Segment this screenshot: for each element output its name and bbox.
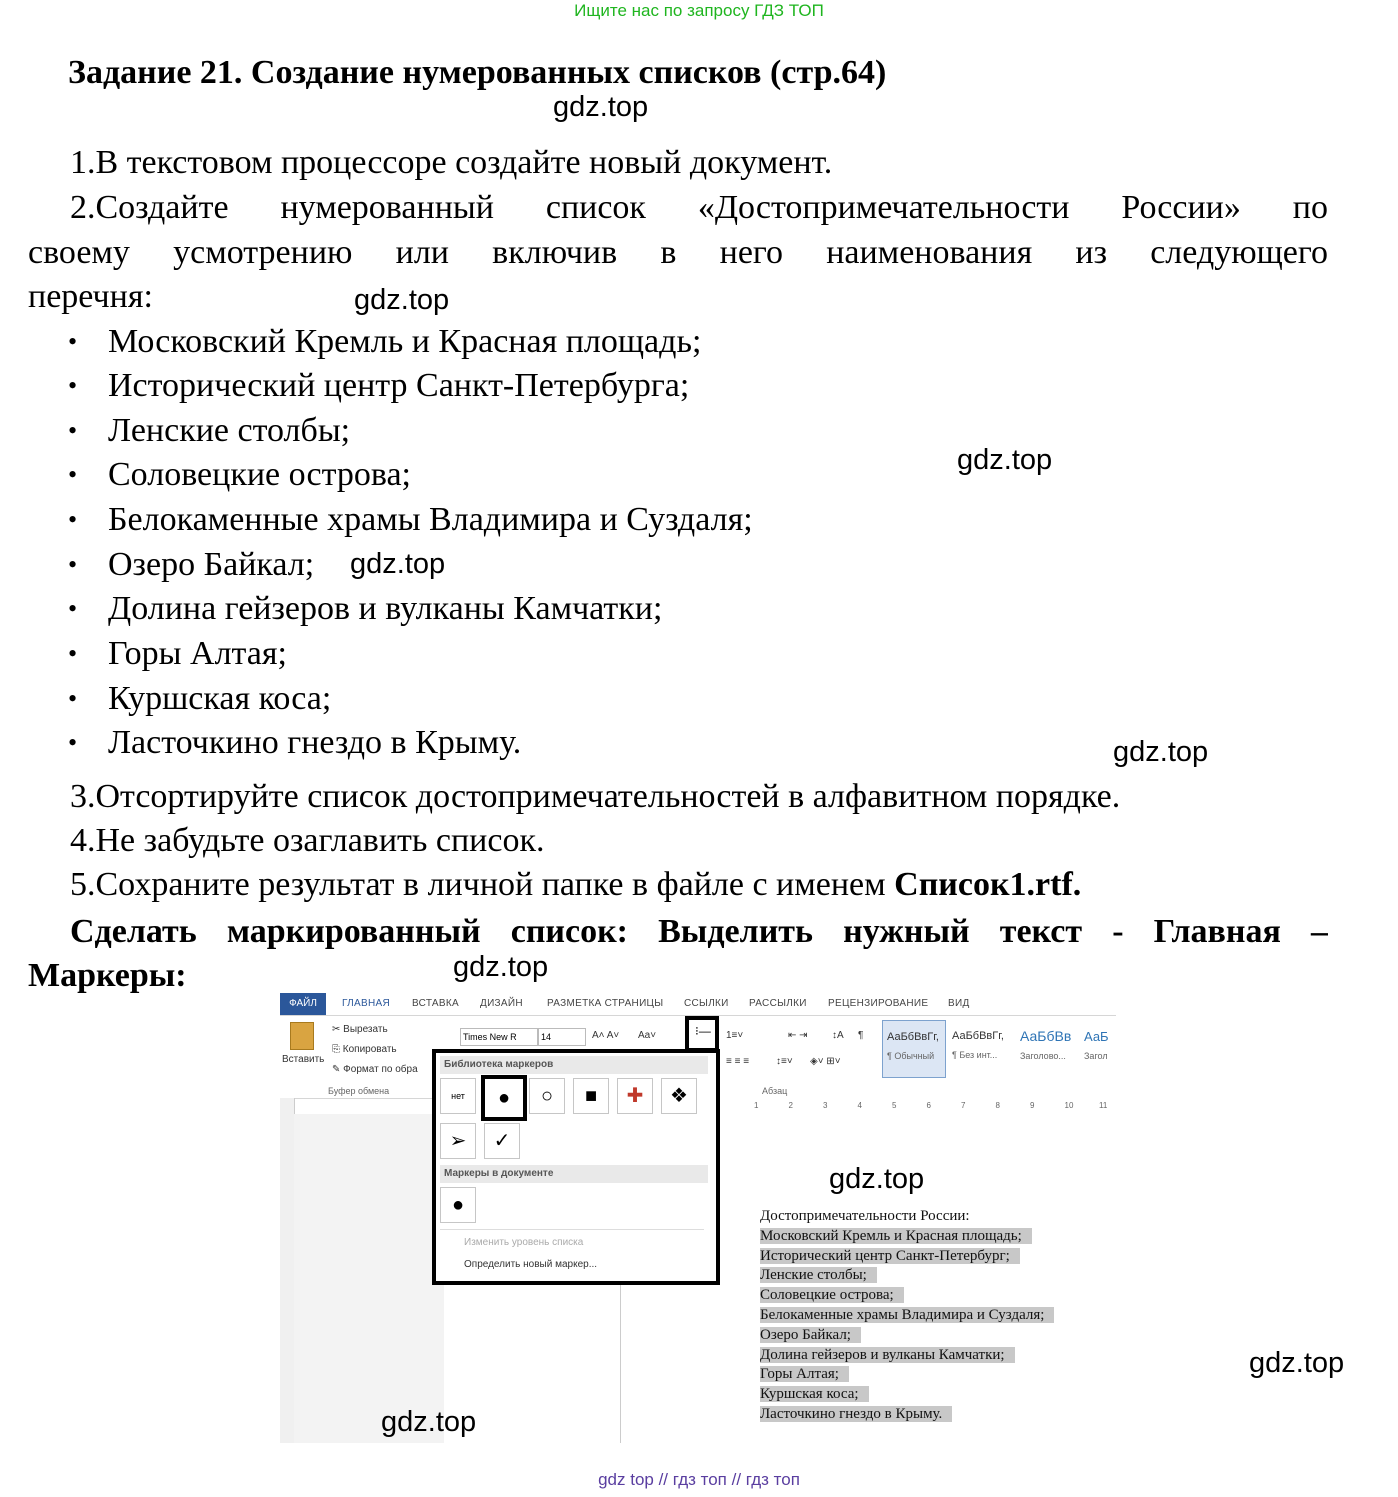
ruler-number: 8 [995,1101,1000,1110]
document-line [760,1405,1054,1425]
list-item-text: Белокаменные храмы Владимира и Суздаля; [108,501,753,538]
paragraph-group-label: Абзац [762,1086,788,1096]
instruction-line-1: Сделать маркированный список: Выделить нужный текст - Главная – [70,913,1328,950]
watermark: gdz.top [553,91,649,123]
watermark: gdz.top [1113,736,1209,768]
bullets-button[interactable] [685,1016,719,1052]
step-2-line-2: своему усмотрению или включив в него наименования из следующего [28,234,1328,271]
bullet-marker: • [68,639,78,668]
document-line [760,1365,1054,1385]
tab-home[interactable]: ГЛАВНАЯ [342,998,390,1009]
copy-label: Копировать [342,1044,397,1055]
bullet-marker: • [68,594,78,623]
style-sample: АаБбВвГг, [887,1031,939,1043]
style-name: Заголово... [1020,1051,1066,1061]
sort-icon[interactable]: ↕A [832,1030,844,1041]
paste-button[interactable]: Вставить [282,1054,325,1065]
bullet-none[interactable]: нет [440,1078,476,1114]
list-item-text: Ласточкино гнездо в Крыму. [108,724,522,761]
brush-icon: ✎ [332,1064,341,1075]
style-heading-1[interactable] [1016,1020,1078,1076]
list-item-text: Горы Алтая; [108,635,287,672]
word-screenshot [280,993,1116,1443]
bullet-cross-color[interactable]: ✚ [617,1078,653,1114]
ruler-number: 7 [961,1101,966,1110]
clipboard-group-label: Буфер обмена [328,1086,390,1096]
bullet-marker: • [68,505,78,534]
font-name-select[interactable]: Times New R [460,1028,538,1046]
tab-layout[interactable]: РАЗМЕТКА СТРАНИЦЫ [547,998,664,1009]
vertical-ruler[interactable] [280,1098,295,1443]
tab-view[interactable]: ВИД [948,998,970,1009]
style-name: ¶ Обычный [887,1051,935,1061]
scissors-icon: ✂ [332,1024,341,1035]
ribbon-tabs [280,993,1116,1016]
step-1: 1.В текстовом процессоре создайте новый документ. [70,144,833,181]
step-3: 3.Отсортируйте список достопримечательностей в алфавитном порядке. [70,778,1121,815]
document-line-text: Ласточкино гнездо в Крыму. [760,1406,952,1422]
tab-file[interactable]: ФАЙЛ [280,993,326,1015]
bullet-filled-circle[interactable]: ● [481,1075,527,1121]
step-2-line-1: 2.Создайте нумерованный список «Достопримечательности России» по [70,189,1328,226]
bullet-marker: • [68,460,78,489]
tab-review[interactable]: РЕЦЕНЗИРОВАНИЕ [828,998,929,1009]
document-bullet-circle[interactable]: ● [440,1187,476,1223]
ruler-number: 3 [823,1101,828,1110]
ruler-number: 5 [892,1101,897,1110]
format-painter-button[interactable] [332,1064,418,1075]
style-no-spacing[interactable] [948,1020,1010,1076]
list-item-text: Долина гейзеров и вулканы Камчатки; [108,590,663,627]
list-item [68,587,662,631]
bullet-checkmark[interactable]: ✓ [484,1123,520,1159]
ruler-number: 1 [754,1101,759,1110]
document-line-text: Ленские столбы; [760,1267,877,1283]
bullet-arrow[interactable]: ➢ [440,1123,476,1159]
grow-font-icon[interactable]: A˄ A˅ [592,1030,620,1041]
watermark: gdz.top [350,548,446,580]
ruler-number: 6 [926,1101,931,1110]
document-page-shadow [294,1114,444,1443]
bullet-marker: • [68,728,78,757]
bullet-marker: • [68,371,78,400]
document-line [760,1227,1054,1247]
ruler-number: 2 [788,1101,793,1110]
copy-icon: ⎘ [332,1044,340,1055]
document-line-text: Озеро Байкал; [760,1327,861,1343]
bullet-marker: • [68,550,78,579]
ruler-number: 4 [857,1101,862,1110]
list-item-text: Исторический центр Санкт-Петербурга; [108,367,690,404]
list-item [68,453,411,497]
ruler-number: 10 [1064,1101,1074,1110]
watermark: gdz.top [381,1406,477,1438]
step-5-filename: Список1.rtf. [894,866,1082,903]
document-line [760,1346,1054,1366]
document-line-text: Долина гейзеров и вулканы Камчатки; [760,1347,1015,1363]
tab-design[interactable]: ДИЗАЙН [480,998,523,1009]
watermark: gdz.top [957,444,1053,476]
style-sample: АаБ [1084,1029,1109,1044]
list-item [68,498,753,542]
change-case-icon[interactable]: Aa˅ [638,1030,657,1041]
define-new-bullet[interactable]: Определить новый маркер... [464,1259,598,1270]
paste-icon[interactable] [290,1022,314,1050]
font-size-select[interactable]: 14 [538,1028,586,1046]
instruction-line-2: Маркеры: [28,957,187,994]
list-item [68,632,287,676]
list-item-text: Куршская коса; [108,680,332,717]
document-line [760,1286,1054,1306]
page-title: Задание 21. Создание нумерованных списков (стр.64) [68,54,887,91]
list-item [68,543,314,587]
list-item-text: Ленские столбы; [108,412,351,449]
bullet-marker: • [68,684,78,713]
tab-insert[interactable]: ВСТАВКА [412,998,459,1009]
bullet-marker: • [68,327,78,356]
list-item [68,677,331,721]
bullet-library-dropdown [432,1049,720,1285]
document-line [760,1306,1054,1326]
document-line-text: Исторический центр Санкт-Петербург; [760,1248,1020,1264]
document-bullets-title: Маркеры в документе [440,1165,708,1183]
list-item [68,320,701,364]
shading-icon[interactable]: ◈˅ ⊞˅ [810,1056,841,1067]
watermark: gdz.top [354,284,450,316]
style-normal[interactable] [882,1020,946,1078]
bullet-marker: • [68,416,78,445]
list-item-text: Озеро Байкал; [108,546,315,583]
style-sample: АаБбВвГг, [952,1030,1004,1042]
document-line [760,1266,1054,1286]
ruler-number: 9 [1030,1101,1035,1110]
document-line-text: Московский Кремль и Красная площадь; [760,1228,1032,1244]
tab-references[interactable]: ССЫЛКИ [684,998,729,1009]
step-2-line-3: перечня: [28,278,153,315]
line-spacing-icon[interactable]: ↕≡˅ [776,1056,793,1067]
list-item-text: Соловецкие острова; [108,456,411,493]
bullet-hollow-circle[interactable]: ○ [529,1078,565,1114]
document-line-text: Горы Алтая; [760,1366,849,1382]
watermark: gdz.top [1249,1347,1345,1379]
step-5 [70,863,1081,907]
numbering-icon[interactable]: 1≡˅ [726,1030,744,1041]
copy-button[interactable] [332,1044,397,1055]
pilcrow-icon[interactable]: ¶ [858,1030,864,1041]
document-line [760,1247,1054,1267]
style-sample: АаБбВв [1020,1028,1072,1044]
document-text[interactable] [760,1207,1054,1425]
document-line [760,1326,1054,1346]
cut-button[interactable] [332,1024,388,1035]
document-line-text: Белокаменные храмы Владимира и Суздаля; [760,1307,1054,1323]
document-line-text: Достопримечательности России: [760,1208,970,1224]
list-item-text: Московский Кремль и Красная площадь; [108,323,702,360]
divider [440,1229,704,1230]
bullet-diamond[interactable]: ❖ [661,1078,697,1114]
style-heading-2[interactable] [1082,1020,1116,1076]
list-item [68,409,350,453]
bullets-icon: ⁝― [695,1024,711,1038]
ruler-number: 11 [1099,1101,1108,1110]
document-heading [760,1207,1054,1227]
cut-label: Вырезать [343,1024,388,1035]
list-item [68,364,689,408]
format-painter-label: Формат по обра [343,1064,418,1075]
change-list-level: Изменить уровень списка [464,1237,584,1248]
list-item [68,721,521,765]
style-name: Загол [1084,1051,1108,1061]
tab-mailings[interactable]: РАССЫЛКИ [749,998,807,1009]
watermark: gdz.top [829,1163,925,1195]
horizontal-ruler[interactable] [720,1098,1116,1114]
bullet-library-title: Библиотека маркеров [440,1056,708,1074]
step-4: 4.Не забудьте озаглавить список. [70,822,545,859]
document-line [760,1385,1054,1405]
footer-links[interactable]: gdz top // гдз топ // гдз топ [598,1470,800,1489]
style-name: ¶ Без инт... [952,1050,998,1060]
document-line-text: Куршская коса; [760,1386,869,1402]
top-banner[interactable]: Ищите нас по запросу ГДЗ ТОП [574,1,824,20]
bullet-square[interactable]: ■ [573,1078,609,1114]
watermark: gdz.top [453,951,549,983]
align-icons[interactable]: ≡ ≡ ≡ [726,1056,750,1067]
indent-icons[interactable]: ⇤ ⇥ [788,1030,808,1041]
document-line-text: Соловецкие острова; [760,1287,904,1303]
step-5-text: 5.Сохраните результат в личной папке в файле с именем [70,866,895,903]
